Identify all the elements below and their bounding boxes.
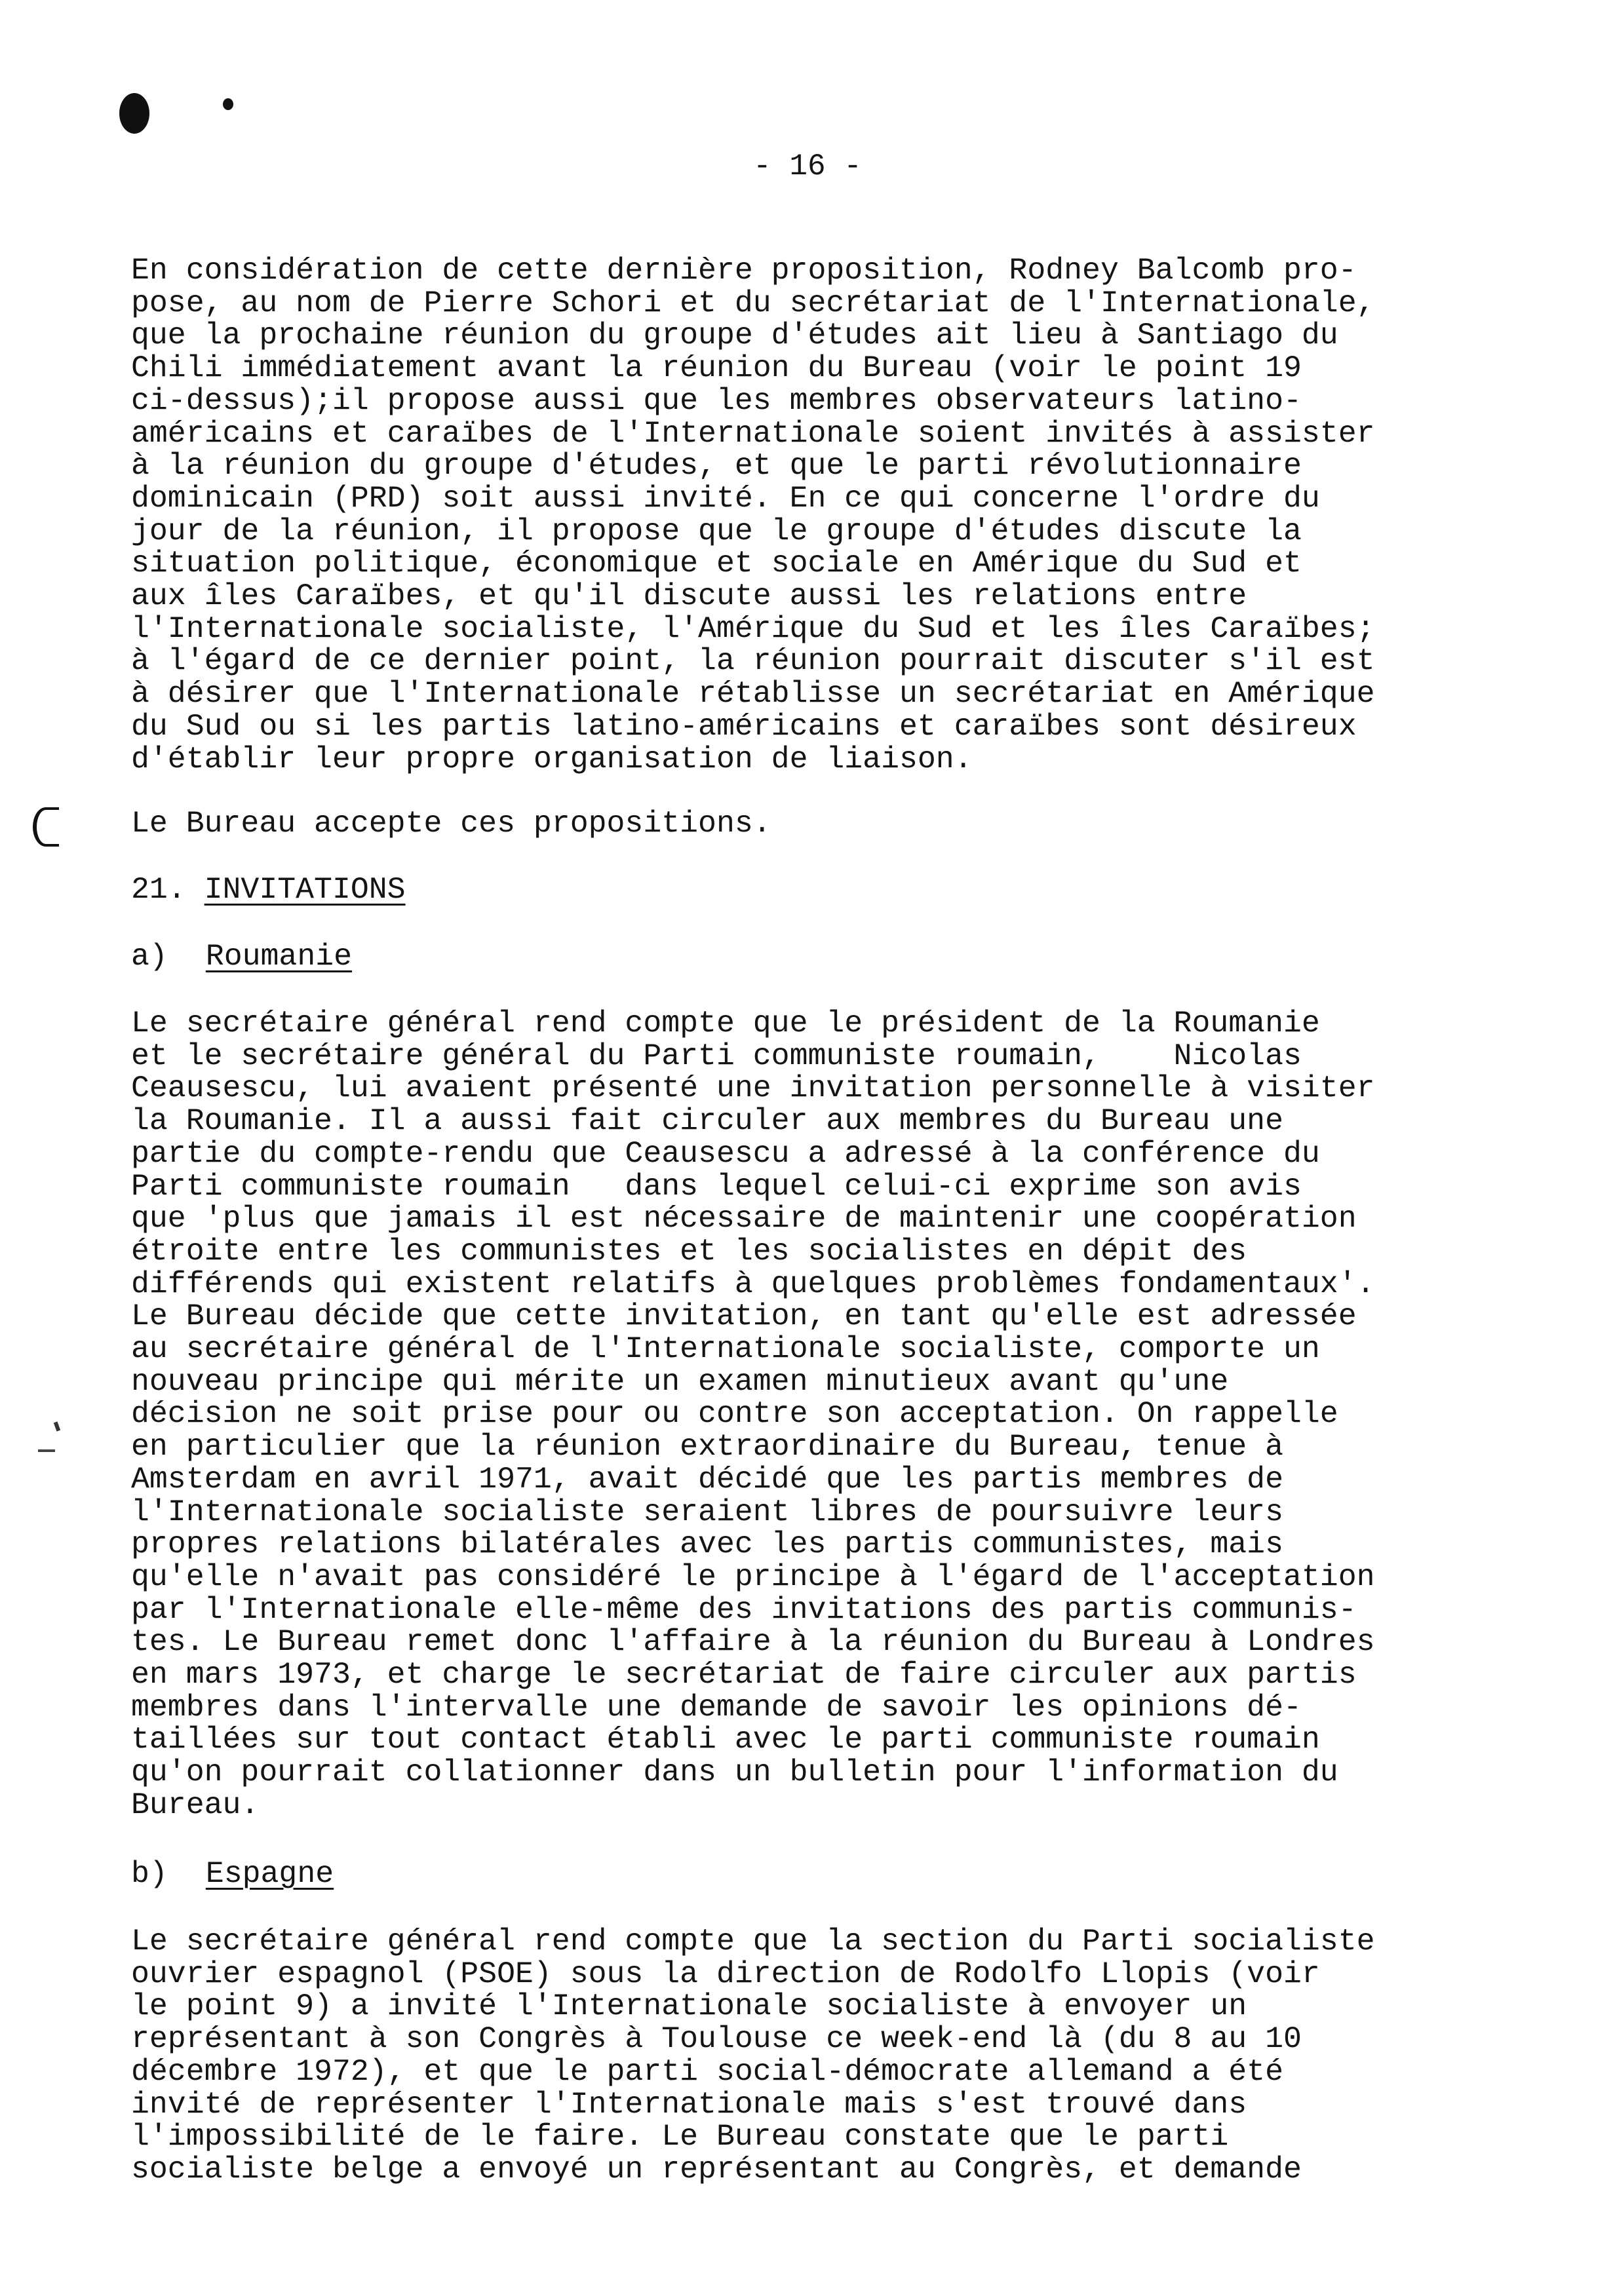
- text-line: ouvrier espagnol (PSOE) sous la direction de Rodolfo Llopis (voir: [131, 1956, 1320, 1991]
- text-line: d'établir leur propre organisation de liaison.: [131, 741, 973, 776]
- ink-dot-mark: [223, 98, 233, 110]
- text-line: taillées sur tout contact établi avec le parti communiste roumain: [131, 1722, 1320, 1757]
- text-line: qu'on pourrait collationner dans un bulletin pour l'information du: [131, 1755, 1338, 1790]
- text-line: Bureau.: [131, 1787, 260, 1822]
- text-line: Le secrétaire général rend compte que la section du Parti socialiste: [131, 1924, 1375, 1959]
- text-line: l'impossibilité de le faire. Le Bureau constate que le parti: [131, 2119, 1229, 2154]
- text-line: la Roumanie. Il a aussi fait circuler aux membres du Bureau une: [131, 1103, 1283, 1139]
- text-line: Le secrétaire général rend compte que le président de la Roumanie: [131, 1006, 1320, 1041]
- text-line: Parti communiste roumain dans lequel celui-ci exprime son avis: [131, 1168, 1302, 1204]
- text-line: à l'égard de ce dernier point, la réunion pourrait discuter s'il est: [131, 643, 1375, 679]
- text-line: Le Bureau décide que cette invitation, en tant qu'elle est adressée: [131, 1299, 1357, 1334]
- text-line: invité de représenter l'Internationale mais s'est trouvé dans: [131, 2086, 1247, 2122]
- accept-text: Le Bureau accepte ces propositions.: [131, 806, 771, 841]
- page-number: - 16 -: [753, 149, 862, 183]
- paragraph-espagne: [131, 1925, 1508, 2186]
- text-line: qu'elle n'avait pas considéré le principe à l'égard de l'acceptation: [131, 1559, 1375, 1594]
- text-line: décision ne soit prise pour ou contre son acceptation. On rappelle: [131, 1396, 1338, 1432]
- text-line: situation politique, économique et sociale en Amérique du Sud et: [131, 546, 1302, 581]
- text-line: propres relations bilatérales avec les partis communistes, mais: [131, 1527, 1283, 1562]
- paragraph-roumanie: [131, 1007, 1508, 1822]
- text-line: l'Internationale socialiste, l'Amérique du Sud et les îles Caraïbes;: [131, 611, 1375, 646]
- text-line: et le secrétaire général du Parti communiste roumain, Nicolas: [131, 1038, 1302, 1073]
- text-line: américains et caraïbes de l'Internationale soient invités à assister: [131, 415, 1375, 451]
- text-line: socialiste belge a envoyé un représentant au Congrès, et demande: [131, 2151, 1302, 2187]
- text-line: décembre 1972), et que le parti social-démocrate allemand a été: [131, 2054, 1283, 2089]
- text-line: pose, au nom de Pierre Schori et du secrétariat de l'Internationale,: [131, 285, 1375, 320]
- text-line: partie du compte-rendu que Ceausescu a adressé à la conférence du: [131, 1136, 1320, 1171]
- text-line: dominicain (PRD) soit aussi invité. En ce qui concerne l'ordre du: [131, 480, 1320, 516]
- subsection-title: Roumanie: [205, 939, 353, 974]
- text-line: Amsterdam en avril 1971, avait décidé que les partis membres de: [131, 1461, 1283, 1497]
- text-line: nouveau principe qui mérite un examen minutieux avant qu'une: [131, 1364, 1229, 1399]
- paragraph-consideration: [131, 254, 1508, 775]
- text-line: au secrétaire général de l'Internationale socialiste, comporte un: [131, 1331, 1320, 1367]
- text-line: que la prochaine réunion du groupe d'études ait lieu à Santiago du: [131, 318, 1338, 353]
- text-line: le point 9) a invité l'Internationale socialiste à envoyer un: [131, 1989, 1247, 2024]
- text-line: du Sud ou si les partis latino-américains et caraïbes sont désireux: [131, 708, 1357, 744]
- text-line: membres dans l'intervalle une demande de savoir les opinions dé-: [131, 1689, 1302, 1725]
- section-number: 21.: [131, 872, 186, 907]
- section-21-heading: [131, 873, 1508, 906]
- text-line: différends qui existent relatifs à quelques problèmes fondamentaux'.: [131, 1266, 1375, 1301]
- ink-blot-mark: [119, 93, 149, 134]
- text-line: ci-dessus);il propose aussi que les membres observateurs latino-: [131, 383, 1302, 418]
- text-line: à la réunion du groupe d'études, et que le parti révolutionnaire: [131, 448, 1302, 484]
- text-line: Chili immédiatement avant la réunion du Bureau (voir le point 19: [131, 351, 1302, 386]
- text-line: En considération de cette dernière proposition, Rodney Balcomb pro-: [131, 253, 1357, 288]
- text-line: représentant à son Congrès à Toulouse ce week-end là (du 8 au 10: [131, 2021, 1302, 2057]
- subsection-label: b): [131, 1856, 168, 1891]
- paragraph-accept: [131, 807, 1508, 840]
- text-line: Ceausescu, lui avaient présenté une invitation personnelle à visiter: [131, 1071, 1375, 1106]
- text-line: jour de la réunion, il propose que le groupe d'études discute la: [131, 513, 1302, 548]
- section-title: INVITATIONS: [204, 872, 406, 907]
- text-line: à désirer que l'Internationale rétablisse un secrétariat en Amérique: [131, 676, 1375, 712]
- text-line: l'Internationale socialiste seraient libres de poursuivre leurs: [131, 1494, 1283, 1529]
- text-line: aux îles Caraïbes, et qu'il discute aussi les relations entre: [131, 579, 1247, 614]
- text-line: en mars 1973, et charge le secrétariat de faire circuler aux partis: [131, 1657, 1357, 1693]
- text-line: que 'plus que jamais il est nécessaire de maintenir une coopération: [131, 1201, 1357, 1236]
- text-line: par l'Internationale elle-même des invitations des partis communis-: [131, 1592, 1357, 1627]
- margin-bracket-mark: [33, 807, 59, 847]
- margin-dash-mark: [38, 1449, 55, 1452]
- subsection-title: Espagne: [205, 1856, 334, 1891]
- subsection-label: a): [131, 939, 168, 974]
- text-line: tes. Le Bureau remet donc l'affaire à la réunion du Bureau à Londres: [131, 1624, 1375, 1660]
- subsection-b-heading: [131, 1858, 1508, 1890]
- text-line: étroite entre les communistes et les socialistes en dépit des: [131, 1233, 1247, 1269]
- text-line: en particulier que la réunion extraordinaire du Bureau, tenue à: [131, 1429, 1283, 1464]
- subsection-a-heading: [131, 940, 1508, 973]
- margin-tick-mark: [54, 1421, 60, 1431]
